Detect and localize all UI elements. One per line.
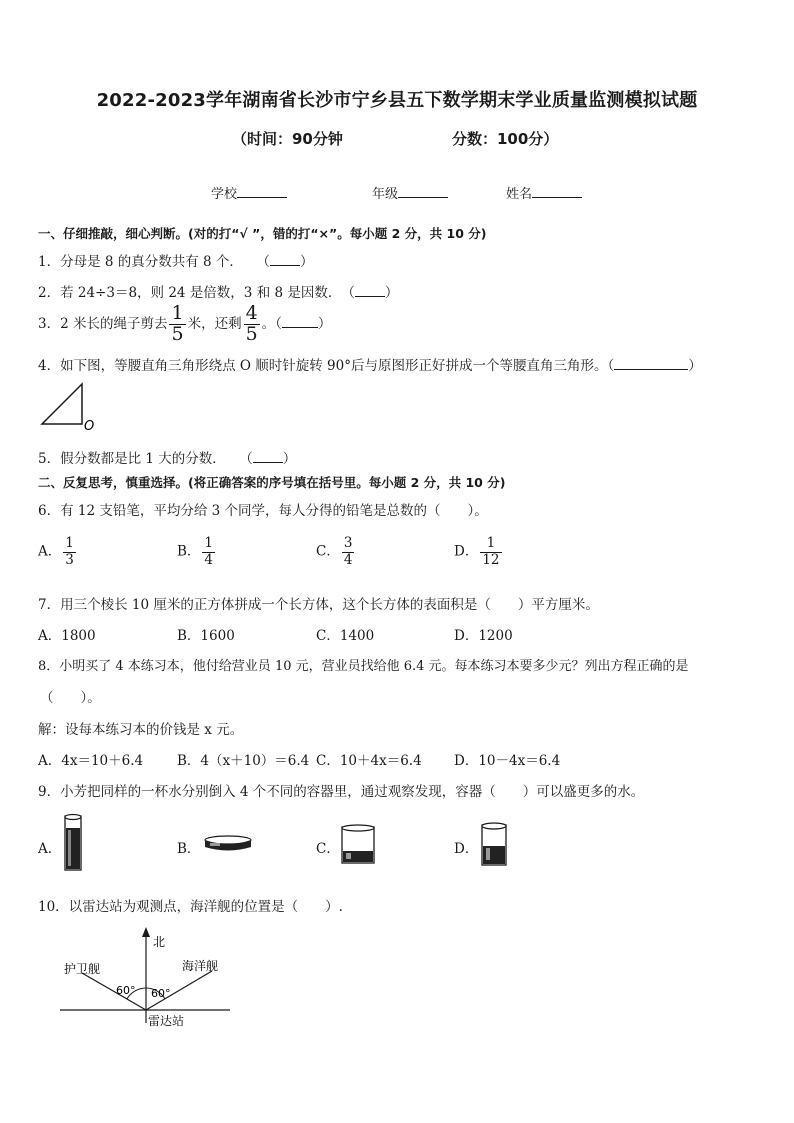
question-7: 7．用三个棱长 10 厘米的正方体拼成一个长方体，这个长方体的表面积是（ ）平方厘米。 bbox=[38, 597, 599, 613]
question-2: 2．若 24÷3＝8，则 24 是倍数，3 和 8 是因数． （ ） bbox=[38, 285, 399, 301]
question-8-cont: （ ）。 bbox=[40, 690, 101, 706]
q9-option-d[interactable]: D． bbox=[454, 841, 479, 857]
name-field bbox=[506, 183, 582, 202]
medium-cup-container bbox=[478, 820, 510, 870]
escort-ship-label: 护卫舰 bbox=[64, 962, 101, 976]
q8-option-c[interactable]: C．10＋4x＝6.4 bbox=[316, 753, 422, 769]
escort-direction-line bbox=[82, 973, 146, 1010]
q7-option-c[interactable]: C．1400 bbox=[316, 628, 375, 644]
name-blank[interactable] bbox=[532, 185, 582, 198]
north-label: 北 bbox=[153, 935, 166, 949]
fraction-one-fifth: $\frac{1}{5}$ bbox=[171, 302, 184, 345]
question-10: 10．以雷达站为观测点，海洋舰的位置是（ ）. bbox=[38, 899, 343, 915]
answer-blank-1[interactable] bbox=[270, 253, 300, 266]
q9-option-c[interactable]: C． bbox=[316, 841, 340, 857]
radar-direction-diagram bbox=[58, 925, 238, 1033]
fraction: $\frac{1}{3}$ bbox=[65, 535, 74, 568]
q6-option-a[interactable]: A． $\frac{1}{3}$ bbox=[38, 535, 74, 568]
page-title: 2022-2023学年湖南省长沙市宁乡县五下数学期末学业质量监测模拟试题 bbox=[96, 90, 698, 111]
fraction-four-fifths: $\frac{4}{5}$ bbox=[245, 302, 258, 345]
triangle-figure bbox=[38, 380, 98, 432]
answer-blank-2[interactable] bbox=[355, 284, 385, 297]
grade-field bbox=[372, 183, 448, 202]
q7-option-a[interactable]: A．1800 bbox=[38, 628, 96, 644]
question-8-note: 解：设每本练习本的价钱是 x 元。 bbox=[38, 722, 244, 738]
question-4: 4．如下图，等腰直角三角形绕点 O 顺时针旋转 90°后与原图形正好拼成一个等腰直角三角形。（ ） bbox=[38, 358, 702, 374]
fraction: $\frac{1}{12}$ bbox=[482, 535, 500, 568]
name-label: 姓名 bbox=[506, 187, 533, 202]
flat-dish-container bbox=[202, 832, 254, 856]
school-blank[interactable] bbox=[237, 185, 287, 198]
question-3: 3．2 米长的绳子剪去 $\frac{1}{5}$ 米，还剩 $\frac{4}{5}$ 。（ ） bbox=[38, 302, 332, 345]
q7-option-d[interactable]: D．1200 bbox=[454, 628, 513, 644]
answer-blank-4[interactable] bbox=[614, 357, 688, 370]
exam-time: （时间：90分钟 bbox=[232, 130, 343, 148]
exam-score: 分数：100分） bbox=[452, 130, 559, 148]
point-o-label: O bbox=[84, 419, 95, 432]
q8-option-a[interactable]: A．4x＝10＋6.4 bbox=[38, 753, 144, 769]
fraction: $\frac{3}{4}$ bbox=[343, 535, 353, 568]
question-9: 9．小芳把同样的一杯水分别倒入 4 个不同的容器里，通过观察发现，容器（ ）可以盛更多的水。 bbox=[38, 784, 645, 800]
question-8: 8．小明买了 4 本练习本，他付给营业员 10 元，营业员找给他 6.4 元。每本练习本要多少元？列出方程正确的是 bbox=[38, 659, 689, 674]
ocean-ship-label: 海洋舰 bbox=[182, 959, 219, 973]
angle-right-label: 60° bbox=[151, 987, 171, 1000]
q7-option-b[interactable]: B．1600 bbox=[177, 628, 235, 644]
fraction: $\frac{1}{4}$ bbox=[204, 535, 214, 568]
grade-label: 年级 bbox=[372, 187, 399, 202]
q6-option-c[interactable]: C． $\frac{3}{4}$ bbox=[316, 535, 353, 568]
wide-cup-container bbox=[338, 822, 378, 868]
section1-heading: 一、仔细推敲，细心判断。(对的打“√ ”，错的打“×”。每小题 2 分，共 10 分) bbox=[38, 226, 487, 241]
q9-option-b[interactable]: B． bbox=[177, 841, 201, 857]
angle-left-label: 60° bbox=[116, 984, 136, 997]
q8-option-b[interactable]: B．4（x＋10）＝6.4 bbox=[177, 753, 310, 769]
grade-blank[interactable] bbox=[398, 185, 448, 198]
question-1: 1．分母是 8 的真分数共有 8 个． （ ） bbox=[38, 254, 314, 270]
radar-station-label: 雷达站 bbox=[148, 1014, 185, 1028]
question-5: 5．假分数都是比 1 大的分数． （ ） bbox=[38, 451, 297, 467]
section2-heading: 二、反复思考，慎重选择。(将正确答案的序号填在括号里。每小题 2 分，共 10 分) bbox=[38, 475, 506, 490]
q6-option-b[interactable]: B． $\frac{1}{4}$ bbox=[177, 535, 214, 568]
north-arrow-icon bbox=[142, 927, 150, 937]
q8-option-d[interactable]: D．10－4x＝6.4 bbox=[454, 753, 561, 769]
tall-cylinder-container bbox=[62, 812, 84, 874]
q6-option-d[interactable]: D． $\frac{1}{12}$ bbox=[454, 535, 500, 568]
question-6: 6．有 12 支铅笔，平均分给 3 个同学，每人分得的铅笔是总数的（ ）。 bbox=[38, 503, 488, 519]
school-field bbox=[211, 183, 287, 202]
school-label: 学校 bbox=[211, 187, 238, 202]
q9-option-a[interactable]: A． bbox=[38, 841, 62, 857]
answer-blank-3[interactable] bbox=[282, 315, 318, 328]
answer-blank-5[interactable] bbox=[253, 450, 283, 463]
isosceles-right-triangle bbox=[42, 384, 82, 424]
